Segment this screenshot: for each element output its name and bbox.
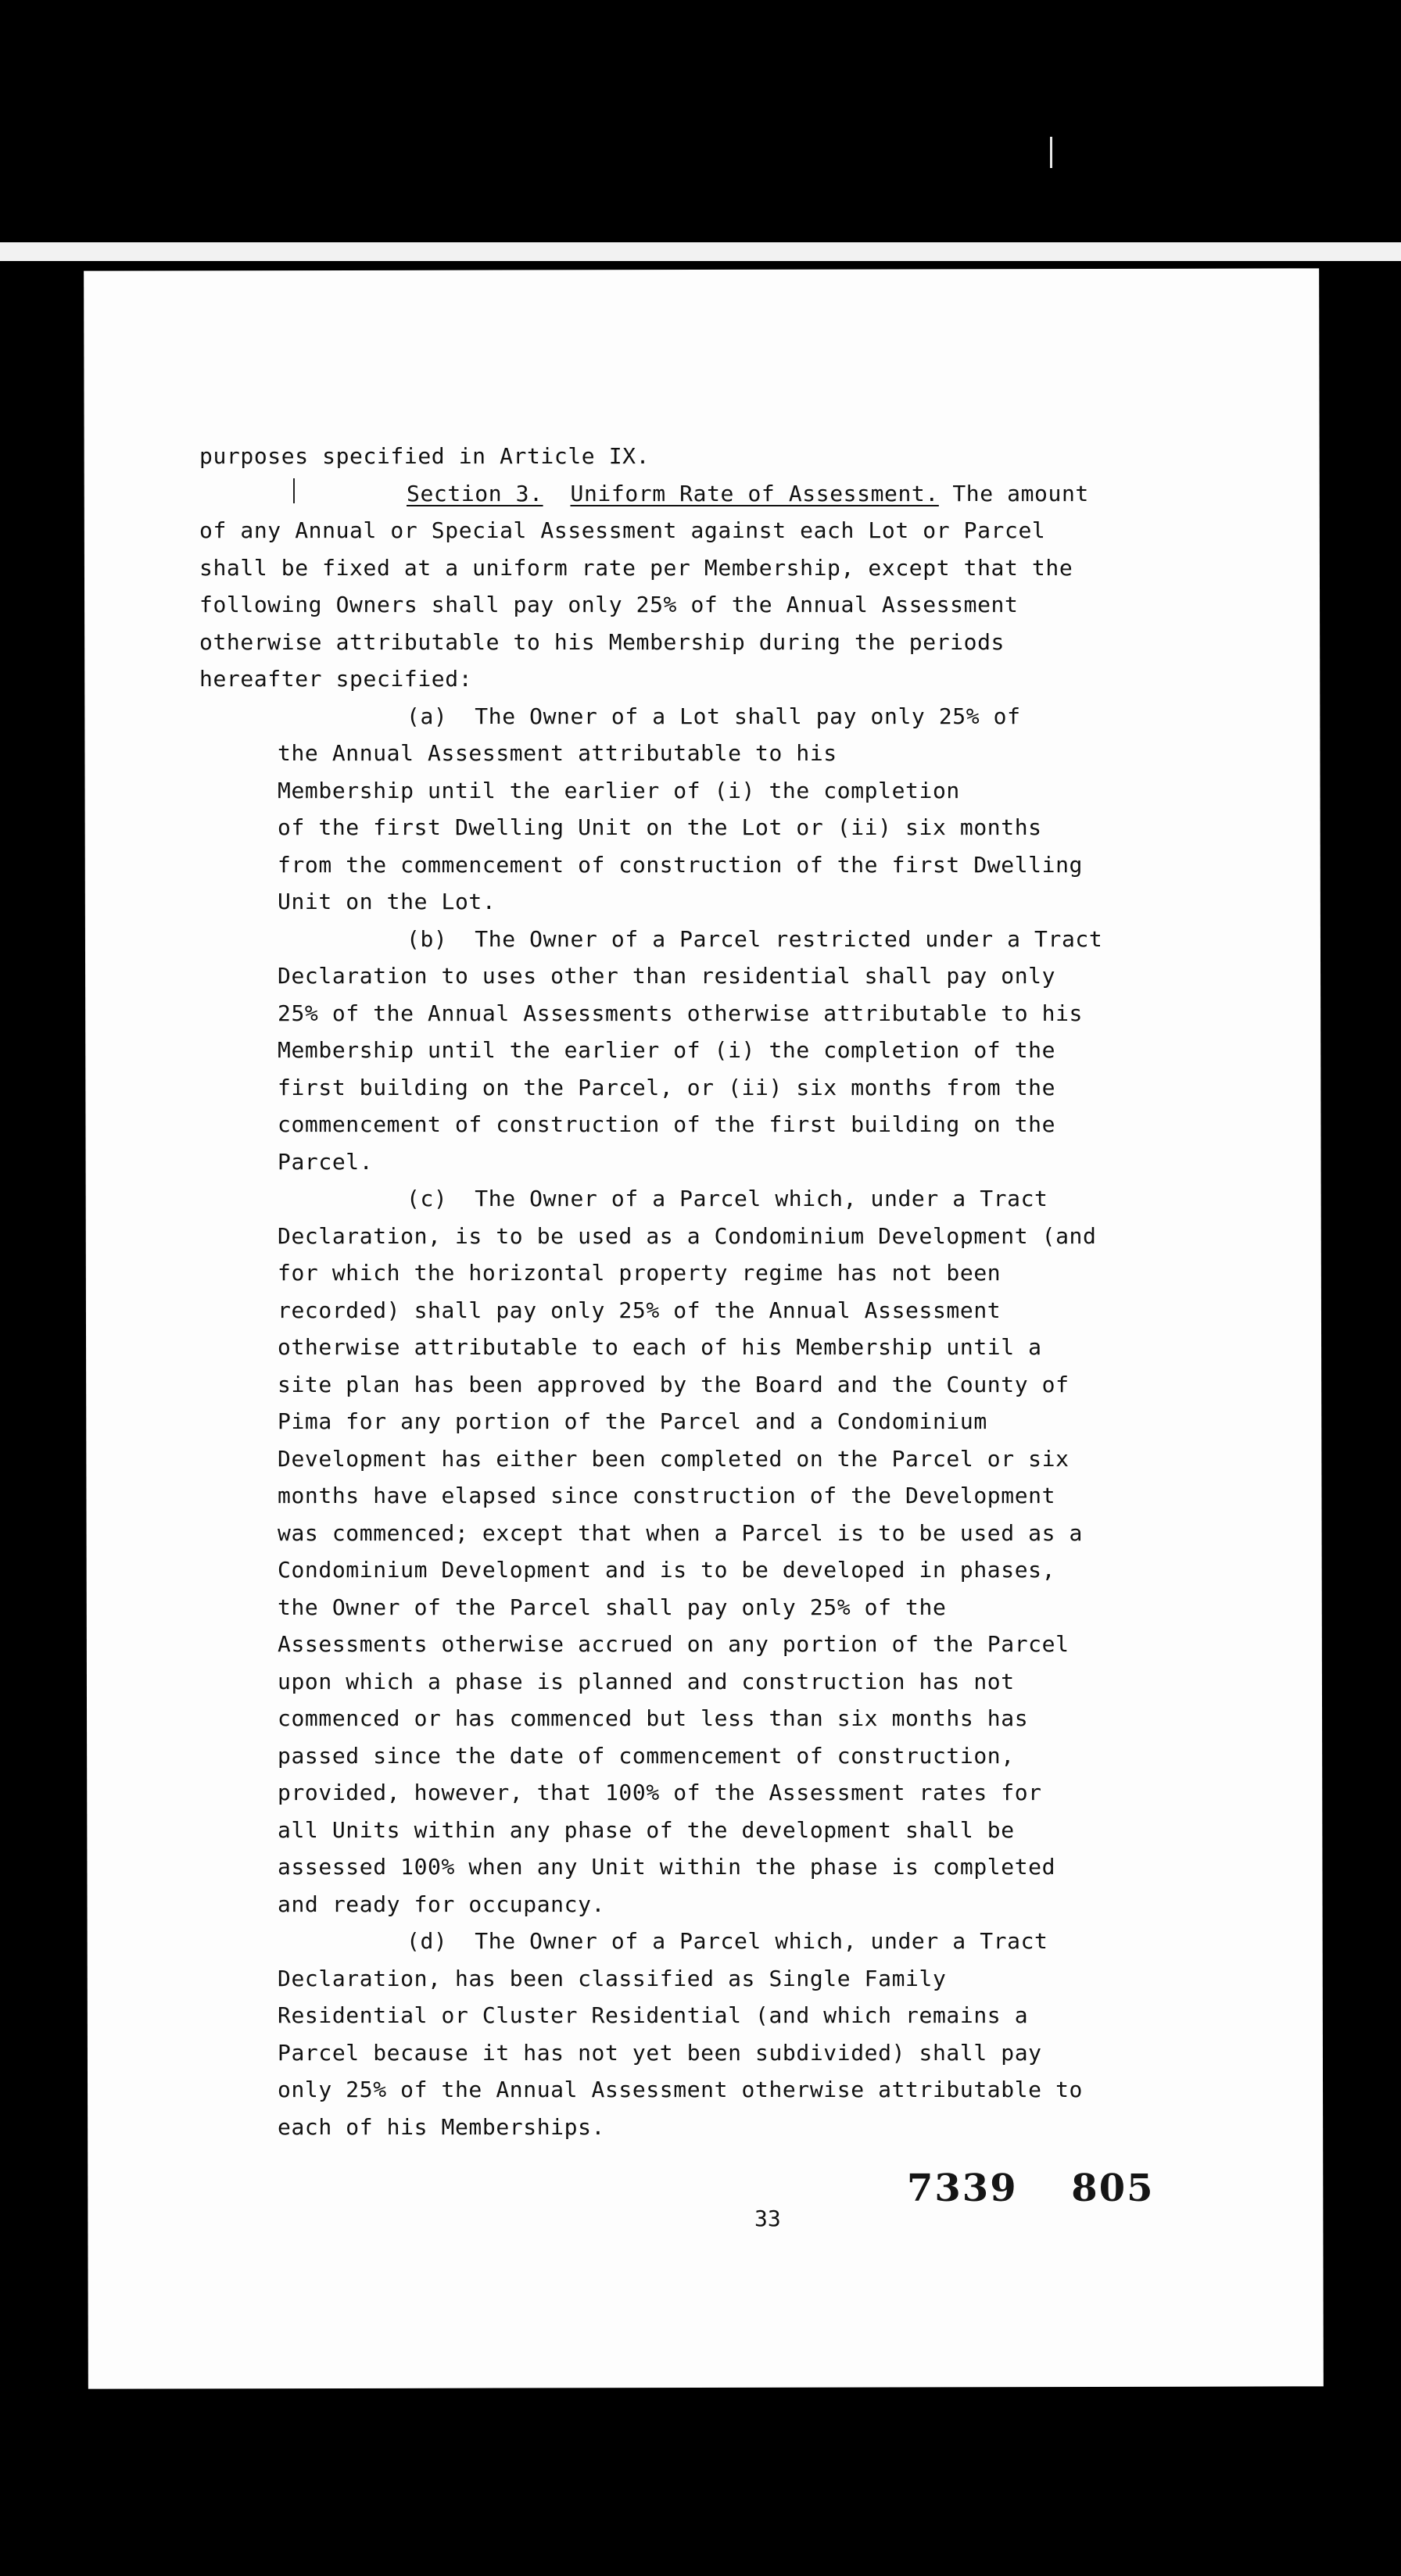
paragraph-c-line: assessed 100% when any Unit within the phase is completed	[278, 1854, 1056, 1880]
paragraph-c-line: all Units within any phase of the development shall be	[278, 1816, 1015, 1843]
recording-stamp: 7339 805	[907, 2166, 1155, 2210]
paragraph-c-line: Pima for any portion of the Parcel and a Condominium	[278, 1408, 987, 1434]
paragraph-d-line: Residential or Cluster Residential (and which remains a	[278, 2002, 1029, 2028]
section-title: Uniform Rate of Assessment.	[570, 480, 939, 506]
paragraph-b-line: Membership until the earlier of (i) the completion of the	[278, 1037, 1056, 1063]
paragraph-a-first: (a) The Owner of a Lot shall pay only 25% of	[407, 703, 1021, 729]
paragraph-a-line: the Annual Assessment attributable to his	[278, 740, 837, 766]
paragraph-c-line: Development has either been completed on the Parcel or six	[278, 1445, 1070, 1472]
paragraph-c-line: Declaration, is to be used as a Condominium Development (and	[278, 1222, 1097, 1249]
section-line: of any Annual or Special Assessment against each Lot or Parcel	[199, 517, 1046, 543]
paragraph-c-line: months have elapsed since construction of the Development	[278, 1483, 1056, 1508]
section-heading-tail: The amount	[938, 480, 1089, 506]
section-heading	[199, 475, 1263, 513]
section-line: hereafter specified:	[199, 666, 473, 692]
paragraph-c-line: site plan has been approved by the Board and the County of	[278, 1371, 1070, 1397]
paragraph-c-line: upon which a phase is planned and construction has not	[278, 1668, 1015, 1694]
paragraph-d-line: Declaration, has been classified as Single Family	[278, 1965, 947, 1991]
document-body	[199, 438, 1263, 2145]
scan-edge-band	[0, 242, 1401, 261]
section-line: otherwise attributable to his Membership during the periods	[199, 628, 1005, 655]
paragraph-c-line: provided, however, that 100% of the Assessment rates for	[278, 1780, 1042, 1805]
paragraph-b-line: Declaration to uses other than residential shall pay only	[278, 963, 1056, 989]
paragraph-c-line: and ready for occupancy.	[278, 1891, 605, 1917]
paragraph-d-line: Parcel because it has not yet been subdivided) shall pay	[278, 2039, 1042, 2066]
paragraph-b-line: commencement of construction of the first building on the	[278, 1111, 1056, 1137]
paragraph-c-line: Condominium Development and is to be developed in phases,	[278, 1557, 1056, 1583]
paragraph-a-line: Unit on the Lot.	[278, 889, 496, 914]
paragraph-d-line: each of his Memberships.	[278, 2113, 605, 2140]
scan-mark	[1050, 137, 1052, 168]
paragraph-c-line: passed since the date of commencement of construction,	[278, 1742, 1015, 1769]
section-line: shall be fixed at a uniform rate per Membership, except that the	[199, 554, 1073, 581]
paragraph-c-first: (c) The Owner of a Parcel which, under a Tract	[407, 1186, 1048, 1211]
paragraph-a-line: of the first Dwelling Unit on the Lot or (ii) six months	[278, 814, 1042, 840]
paragraph-a-line: from the commencement of construction of the first Dwelling	[278, 851, 1083, 878]
paragraph-a-line: Membership until the earlier of (i) the completion	[278, 777, 960, 803]
paragraph-c-line: for which the horizontal property regime has not been	[278, 1260, 1001, 1286]
paragraph-c-line: commenced or has commenced but less than six months has	[278, 1705, 1029, 1731]
paragraph-c-line: the Owner of the Parcel shall pay only 25% of the	[278, 1594, 947, 1620]
paragraph-b-first: (b) The Owner of a Parcel restricted under a Tract	[407, 925, 1103, 952]
section-line: following Owners shall pay only 25% of the Annual Assessment	[199, 592, 1019, 617]
paragraph-c-line: recorded) shall pay only 25% of the Annual Assessment	[278, 1297, 1001, 1323]
paragraph-d-first: (d) The Owner of a Parcel which, under a Tract	[407, 1928, 1048, 1954]
paragraph-b-line: 25% of the Annual Assessments otherwise attributable to his	[278, 1000, 1083, 1026]
section-number: Section 3.	[407, 480, 543, 506]
paragraph-c-line: was commenced; except that when a Parcel is to be used as a	[278, 1519, 1083, 1546]
intro-line: purposes specified in Article IX.	[199, 443, 650, 469]
paragraph-b-line: first building on the Parcel, or (ii) six months from the	[278, 1074, 1056, 1100]
page-number: 33	[754, 2206, 781, 2231]
paragraph-d-line: only 25% of the Annual Assessment otherwise attributable to	[278, 2077, 1083, 2102]
paragraph-c-line: otherwise attributable to each of his Membership until a	[278, 1334, 1042, 1360]
paragraph-c-line: Assessments otherwise accrued on any portion of the Parcel	[278, 1631, 1070, 1657]
paragraph-b-line: Parcel.	[278, 1148, 374, 1175]
